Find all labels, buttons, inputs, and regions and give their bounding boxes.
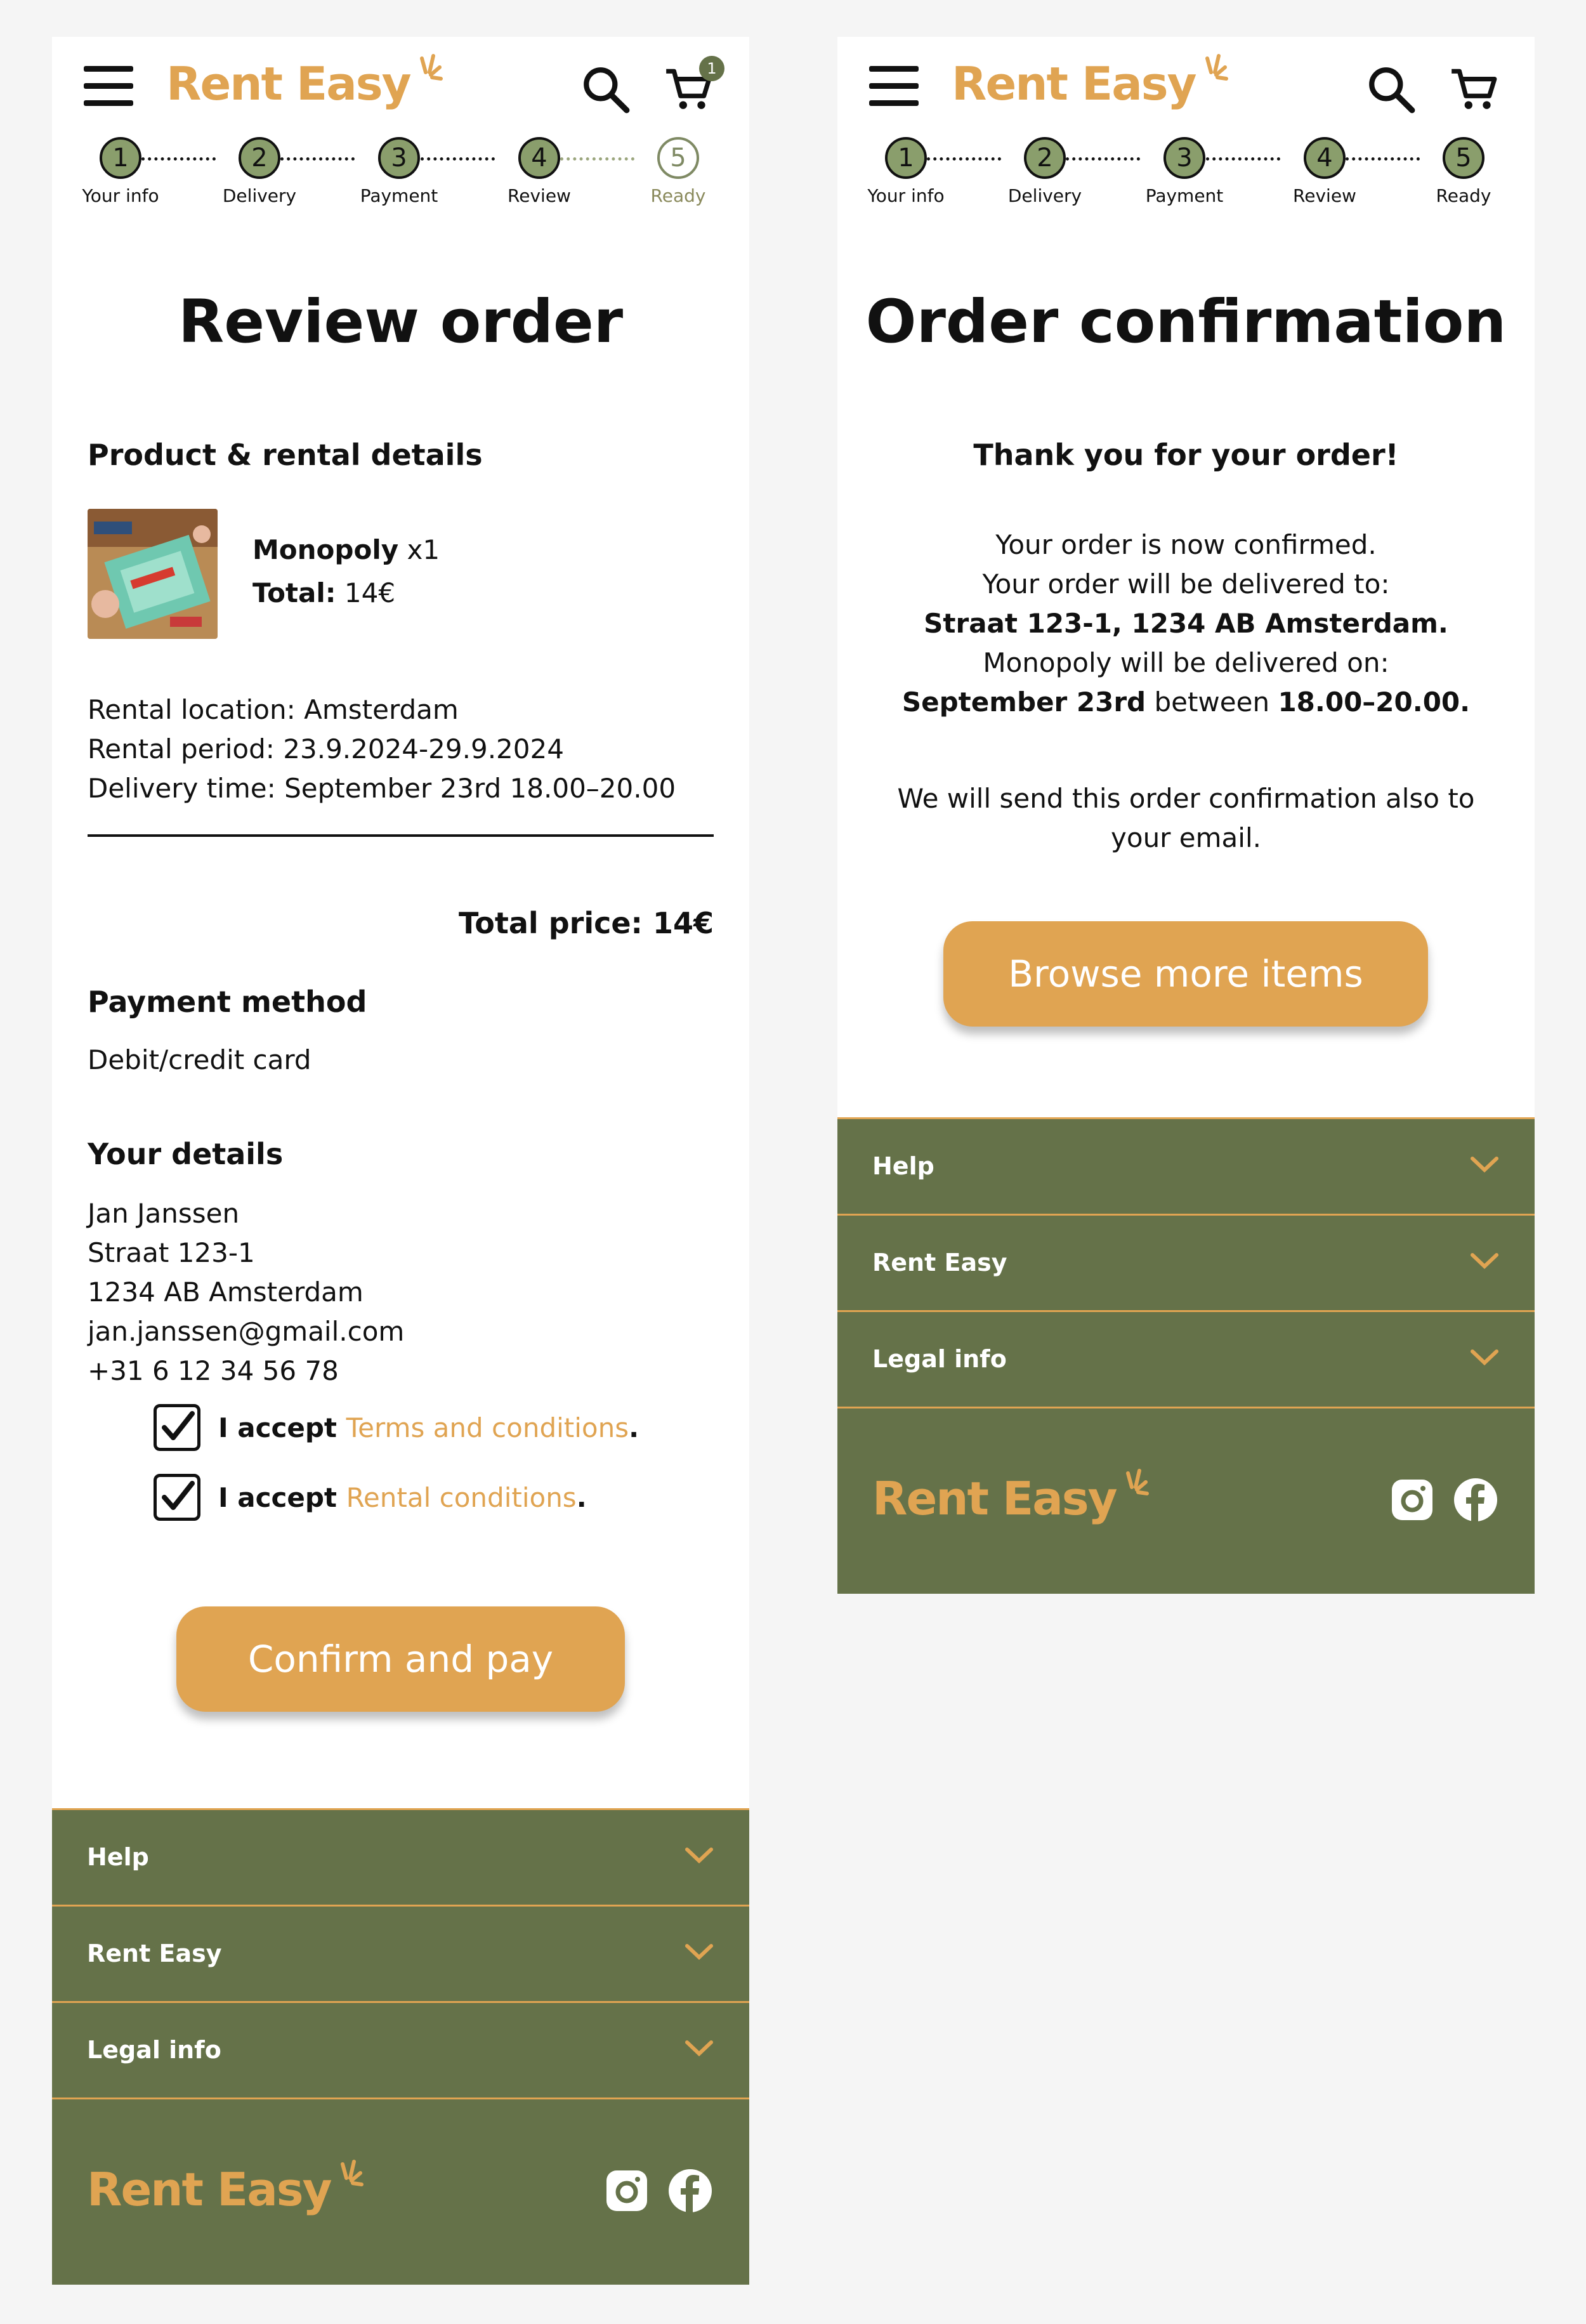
- review-order-screen: [52, 37, 749, 2285]
- section-heading: Payment method: [88, 985, 367, 1019]
- cart-icon[interactable]: [1448, 63, 1500, 115]
- step-review: [1271, 137, 1379, 206]
- sparkle-icon: [1197, 53, 1229, 91]
- section-heading: Your details: [88, 1137, 284, 1171]
- divider: [88, 834, 714, 837]
- accordion-label: Legal info: [87, 2036, 221, 2064]
- email-notice: [837, 779, 1535, 858]
- chevron-down-icon: [1470, 1251, 1499, 1270]
- accept-label: I accept: [218, 1481, 346, 1513]
- section-heading: Product & rental details: [88, 438, 483, 472]
- footer-accordion-legal-info[interactable]: [837, 1310, 1535, 1407]
- search-icon[interactable]: [580, 63, 632, 115]
- accept-label: I accept: [218, 1412, 346, 1443]
- page-title: Review order: [178, 287, 624, 357]
- step-delivery: [991, 137, 1099, 206]
- logo-text: Rent Easy: [87, 2163, 331, 2216]
- facebook-icon[interactable]: [1453, 1477, 1498, 1523]
- step-number: 2: [1024, 137, 1066, 179]
- step-label: Payment: [360, 185, 438, 206]
- instagram-icon[interactable]: [604, 2168, 650, 2214]
- chevron-down-icon: [1470, 1155, 1499, 1174]
- delivery-date: September 23rd: [901, 686, 1146, 718]
- step-label: Delivery: [1007, 185, 1082, 206]
- product-row: [88, 509, 714, 639]
- detail-phone: +31 6 12 34 56 78: [88, 1355, 339, 1386]
- footer-accordion-help[interactable]: [52, 1808, 749, 1905]
- terms-accept-row: [154, 1404, 639, 1451]
- delivery-time: Delivery time: September 23rd 18.00–20.00: [88, 773, 676, 804]
- details-list: [88, 1194, 714, 1391]
- footer-accordion-help[interactable]: [837, 1117, 1535, 1214]
- delivery-address: Straat 123-1, 1234 AB Amsterdam.: [924, 608, 1448, 639]
- step-label: Review: [508, 185, 571, 206]
- instagram-icon[interactable]: [1389, 1477, 1435, 1523]
- chevron-down-icon: [685, 1846, 714, 1865]
- step-number: 3: [378, 137, 420, 179]
- header: [52, 37, 749, 137]
- step-number: 2: [239, 137, 280, 179]
- step-payment: [1131, 137, 1238, 206]
- logo[interactable]: [166, 57, 410, 110]
- order-confirmation-screen: [837, 37, 1535, 1594]
- footer-logo[interactable]: [87, 2163, 331, 2216]
- menu-icon[interactable]: [84, 66, 133, 107]
- rental-accept-row: [154, 1474, 587, 1521]
- logo-text: Rent Easy: [872, 1472, 1117, 1525]
- page-title: Order confirmation: [865, 287, 1507, 357]
- footer-accordion-legal-info[interactable]: [52, 2001, 749, 2098]
- chevron-down-icon: [685, 1942, 714, 1961]
- rental-period: Rental period: 23.9.2024-29.9.2024: [88, 733, 564, 765]
- thank-you-heading: Thank you for your order!: [973, 438, 1399, 472]
- header: [837, 37, 1535, 137]
- step-delivery: [206, 137, 313, 206]
- accordion-label: Rent Easy: [87, 1940, 222, 1967]
- sparkle-icon: [1118, 1468, 1150, 1506]
- step-label: Your info: [867, 185, 945, 206]
- accordion-label: Help: [872, 1152, 934, 1180]
- rental-info: [88, 690, 714, 808]
- terms-checkbox[interactable]: [154, 1404, 200, 1451]
- menu-icon[interactable]: [869, 66, 919, 107]
- email-notice-line2: your email.: [1111, 822, 1261, 853]
- step-label: Your info: [82, 185, 159, 206]
- step-number: 5: [657, 137, 699, 179]
- accordion-label: Rent Easy: [872, 1249, 1007, 1277]
- footer-bottom: [837, 1407, 1535, 1591]
- footer-bottom: [52, 2098, 749, 2281]
- search-icon[interactable]: [1365, 63, 1417, 115]
- product-details-section: [88, 438, 714, 472]
- footer-accordion-rent-easy[interactable]: [52, 1905, 749, 2001]
- accordion-label: Legal info: [872, 1345, 1007, 1373]
- step-number: 5: [1443, 137, 1484, 179]
- accordion-label: Help: [87, 1843, 149, 1871]
- footer: [837, 1117, 1535, 1594]
- step-label: Delivery: [222, 185, 297, 206]
- facebook-icon[interactable]: [667, 2168, 713, 2214]
- product-total-line: [252, 577, 395, 608]
- step-review: [485, 137, 593, 206]
- total-label: Total:: [252, 577, 336, 608]
- delivery-time: 18.00–20.00: [1278, 686, 1460, 718]
- confirm-and-pay-button[interactable]: Confirm and pay: [176, 1606, 625, 1712]
- terms-link[interactable]: Terms and conditions: [346, 1412, 629, 1443]
- delivered-on-text: Monopoly will be delivered on:: [983, 647, 1389, 678]
- payment-section: [88, 985, 714, 1080]
- rental-checkbox[interactable]: [154, 1474, 200, 1521]
- rental-location: Rental location: Amsterdam: [88, 694, 459, 725]
- between-text: between: [1146, 686, 1278, 718]
- checkmark-icon: [159, 1408, 196, 1445]
- step-payment: [345, 137, 453, 206]
- confirmed-text: Your order is now confirmed.: [995, 529, 1377, 560]
- checkmark-icon: [159, 1478, 196, 1515]
- logo-text: Rent Easy: [952, 57, 1196, 110]
- footer-accordion-rent-easy[interactable]: [837, 1214, 1535, 1310]
- logo-text: Rent Easy: [166, 57, 410, 110]
- sparkle-icon: [332, 2159, 364, 2197]
- product-name-line: [252, 534, 440, 565]
- step-label: Payment: [1145, 185, 1224, 206]
- detail-name: Jan Janssen: [88, 1198, 240, 1229]
- step-ready: [624, 137, 732, 206]
- sparkle-icon: [412, 53, 443, 91]
- chevron-down-icon: [1470, 1348, 1499, 1367]
- detail-city: 1234 AB Amsterdam: [88, 1277, 364, 1308]
- total-price: Total price: 14€: [459, 906, 714, 940]
- step-number: 4: [518, 137, 560, 179]
- total-value: 14€: [336, 577, 396, 608]
- step-number: 4: [1304, 137, 1346, 179]
- step-your-info: [852, 137, 960, 206]
- step-your-info: [67, 137, 174, 206]
- product-image: [88, 509, 218, 639]
- period: .: [576, 1481, 587, 1513]
- confirmation-message: [837, 525, 1535, 722]
- checkout-stepper: [52, 137, 749, 220]
- step-label: Ready: [1436, 185, 1491, 206]
- chevron-down-icon: [685, 2038, 714, 2058]
- step-number: 1: [885, 137, 927, 179]
- payment-method: Debit/credit card: [88, 1044, 311, 1075]
- footer: [52, 1808, 749, 2285]
- product-qty: x1: [398, 534, 440, 565]
- period: .: [629, 1412, 639, 1443]
- browse-more-items-button[interactable]: Browse more items: [943, 921, 1428, 1027]
- step-label: Ready: [650, 185, 706, 206]
- rental-conditions-link[interactable]: Rental conditions: [346, 1481, 577, 1513]
- cart-count-badge: 1: [699, 56, 724, 81]
- detail-email: jan.janssen@gmail.com: [88, 1316, 405, 1347]
- checkout-stepper: [837, 137, 1535, 220]
- footer-logo[interactable]: [872, 1472, 1117, 1525]
- step-label: Review: [1293, 185, 1356, 206]
- delivery-window: September 23rd between 18.00–20.00.: [901, 686, 1471, 718]
- product-name: Monopoly: [252, 534, 399, 565]
- step-number: 3: [1163, 137, 1205, 179]
- detail-street: Straat 123-1: [88, 1237, 255, 1268]
- logo[interactable]: [952, 57, 1196, 110]
- email-notice-line1: We will send this order confirmation also to: [897, 783, 1475, 814]
- your-details-section: [88, 1137, 714, 1391]
- step-number: 1: [100, 137, 141, 179]
- step-ready: [1410, 137, 1517, 206]
- delivered-to-text: Your order will be delivered to:: [982, 568, 1390, 600]
